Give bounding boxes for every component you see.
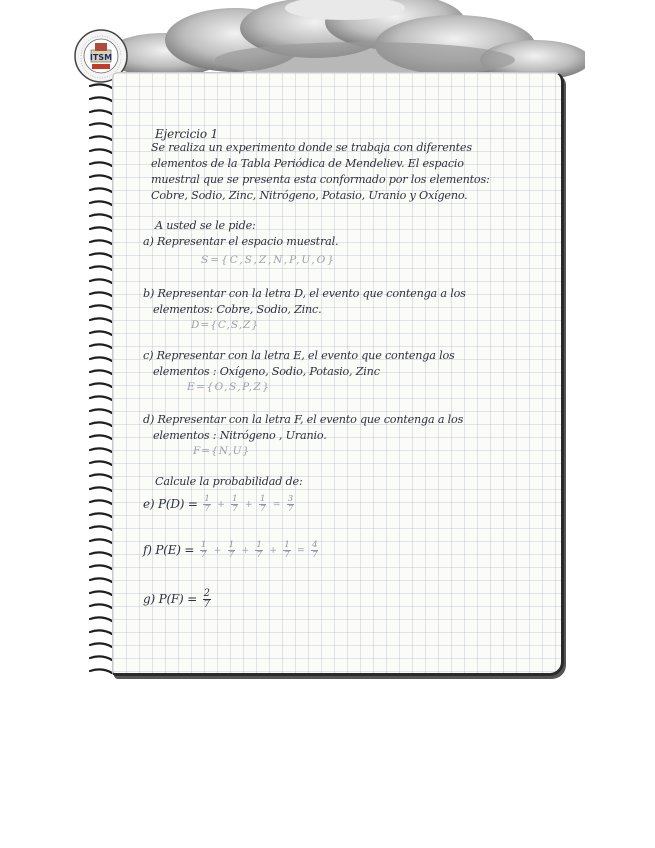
- fraction: $\frac{1}{7}$: [204, 494, 210, 514]
- item-a-answer: S={C,S,Z,N,P,U,O}: [201, 254, 336, 266]
- intro-line-3: muestral que se presenta esta conformado por los elementos:: [151, 173, 490, 186]
- item-c-answer: E={O,S,P,Z}: [187, 381, 271, 393]
- prompt: A usted se le pide:: [155, 219, 256, 232]
- item-f-label: f) P(E) =: [143, 543, 195, 557]
- item-b-line-1: b) Representar con la letra D, el evento que contenga a los: [143, 287, 466, 300]
- calc-prompt: Calcule la probabilidad de:: [155, 475, 303, 488]
- result-fraction: $\frac{3}{7}$: [287, 494, 294, 514]
- item-e-equation: [143, 495, 296, 514]
- item-f-equation: [143, 541, 320, 560]
- intro-line-2: elementos de la Tabla Periódica de Mendeliev. El espacio: [151, 157, 464, 170]
- plus-sign: +: [217, 499, 225, 510]
- item-c-line-1: c) Representar con la letra E, el evento que contenga los: [143, 349, 455, 362]
- result-fraction: $\frac{2}{7}$: [203, 588, 210, 610]
- plus-sign: +: [213, 545, 222, 556]
- intro-line-4: Cobre, Sodio, Zinc, Nitrógeno, Potasio, Uranio y Oxígeno.: [151, 189, 468, 202]
- result-fraction: $\frac{4}{7}$: [312, 540, 318, 560]
- notebook-page: [112, 72, 564, 676]
- plus-sign: +: [241, 545, 249, 556]
- item-d-line-1: d) Representar con la letra F, el evento que contenga a los: [143, 413, 464, 426]
- plus-sign: +: [269, 545, 277, 556]
- fraction: $\frac{1}{7}$: [284, 540, 290, 560]
- fraction: $\frac{1}{7}$: [259, 494, 266, 514]
- fraction: $\frac{1}{7}$: [200, 540, 207, 560]
- intro-line-1: Se realiza un experimento donde se trabaja con diferentes: [151, 141, 472, 154]
- item-e-label: e) P(D) =: [143, 497, 198, 511]
- item-c-line-2: elementos : Oxígeno, Sodio, Potasio, Zinc: [153, 365, 380, 378]
- fraction: $\frac{1}{7}$: [232, 494, 238, 514]
- item-g-label: g) P(F) =: [143, 592, 198, 606]
- equals-sign: =: [297, 545, 305, 556]
- fraction: $\frac{1}{7}$: [256, 540, 262, 560]
- svg-text:ITSM: ITSM: [89, 53, 113, 62]
- fraction: $\frac{1}{7}$: [228, 540, 234, 560]
- item-b-answer: D={C,S,Z}: [191, 319, 260, 331]
- item-g-equation: [143, 589, 213, 610]
- exercise-title: Ejercicio 1: [155, 127, 218, 141]
- plus-sign: +: [245, 499, 253, 510]
- item-d-line-2: elementos : Nitrógeno , Uranio.: [153, 429, 327, 442]
- equals-sign: =: [272, 499, 281, 510]
- item-d-answer: F={N,U}: [193, 445, 251, 457]
- item-b-line-2: elementos: Cobre, Sodio, Zinc.: [153, 303, 322, 316]
- item-a-text: a) Representar el espacio muestral.: [143, 235, 339, 248]
